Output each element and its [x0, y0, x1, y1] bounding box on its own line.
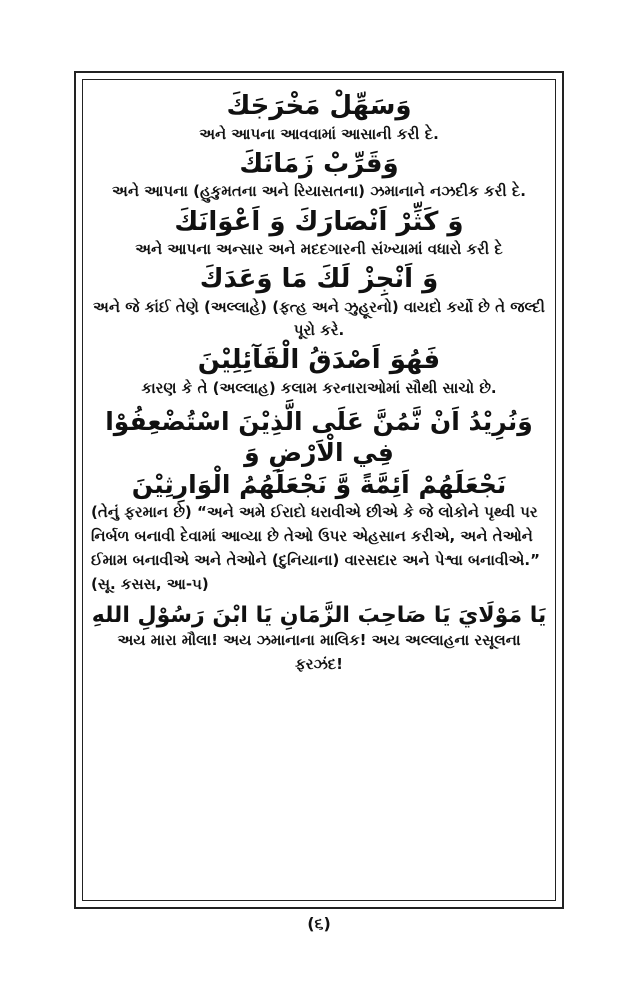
quran-verse-line-2: نَجْعَلَهُمْ اَئِمَّةً وَّ نَجْعَلَهُمُ الْوَارِثِيْنَ: [131, 469, 507, 499]
gujarati-translation-2: અને આપના (હુકુમતના અને રિયાસતના) ઝમાનાને નઝદીક કરી દે.: [112, 182, 526, 201]
arabic-phrase-3: وَ كَثِّرْ اَنْصَارَكَ وَ اَعْوَانَكَ: [174, 206, 464, 237]
arabic-phrase-1: وَسَهِّلْ مَخْرَجَكَ: [226, 91, 412, 121]
quran-verse-line-1: وَنُرِيْدُ اَنْ نَّمُنَّ عَلَى الَّذِيْنَ اسْتُضْعِفُوْا فِي الْاَرْضِ وَ: [105, 407, 533, 468]
closing-invocation: يَا مَوْلَايَ يَا صَاحِبَ الزَّمَانِ يَا ابْنَ رَسُوْلِ اللهِ: [91, 602, 547, 628]
gujarati-translation-1: અને આપના આવવામાં આસાની કરી દે.: [199, 124, 439, 143]
gujarati-translation-5: કારણ કે તે (અલ્લાહ) કલામ કરનારાઓમાં સૌથી સાચો છે.: [141, 378, 497, 397]
arabic-phrase-4: وَ اَنْجِزْ لَكَ مَا وَعَدَكَ: [199, 264, 439, 295]
gujarati-translation-4: અને જે કાંઈ તેણે (અલ્લાહે) (ફત્હ અને ઝુહૂરનો) વાયદો કર્યો છે તે જલ્દી પૂરો કરે.: [93, 297, 545, 339]
arabic-phrase-5: فَهُوَ اَصْدَقُ الْقَآئِلِيْنَ: [197, 345, 441, 376]
closing-translation: અય મારા મૌલા! અય ઝમાનાના માલિક! અય અલ્લાહના રસૂલના ફરઝંદ!: [117, 631, 521, 673]
text-frame: [82, 79, 556, 901]
gujarati-translation-3: અને આપના અન્સાર અને મદદગારની સંખ્યામાં વધારો કરી દે: [135, 240, 503, 258]
arabic-phrase-2: وَقَرِّبْ زَمَانَكَ: [239, 148, 399, 179]
page-number: (૬): [307, 914, 331, 933]
quran-verse-translation: (તેનું ફરમાન છે) “અને અમે ઈરાદો ધરાવીએ છીએ કે જે લોકોને પૃથ્વી પર નિર્બળ બનાવી દેવામાં આવ્યા છે તેઓ ઉપર એહસાન કરીએ, અને તેઓને ઈમામ બનાવીએ અને તેઓને (દુનિયાના) વારસદાર અને પેશ્વા બનાવીએ.” (સૂ. કસસ, આ-૫): [91, 502, 540, 593]
